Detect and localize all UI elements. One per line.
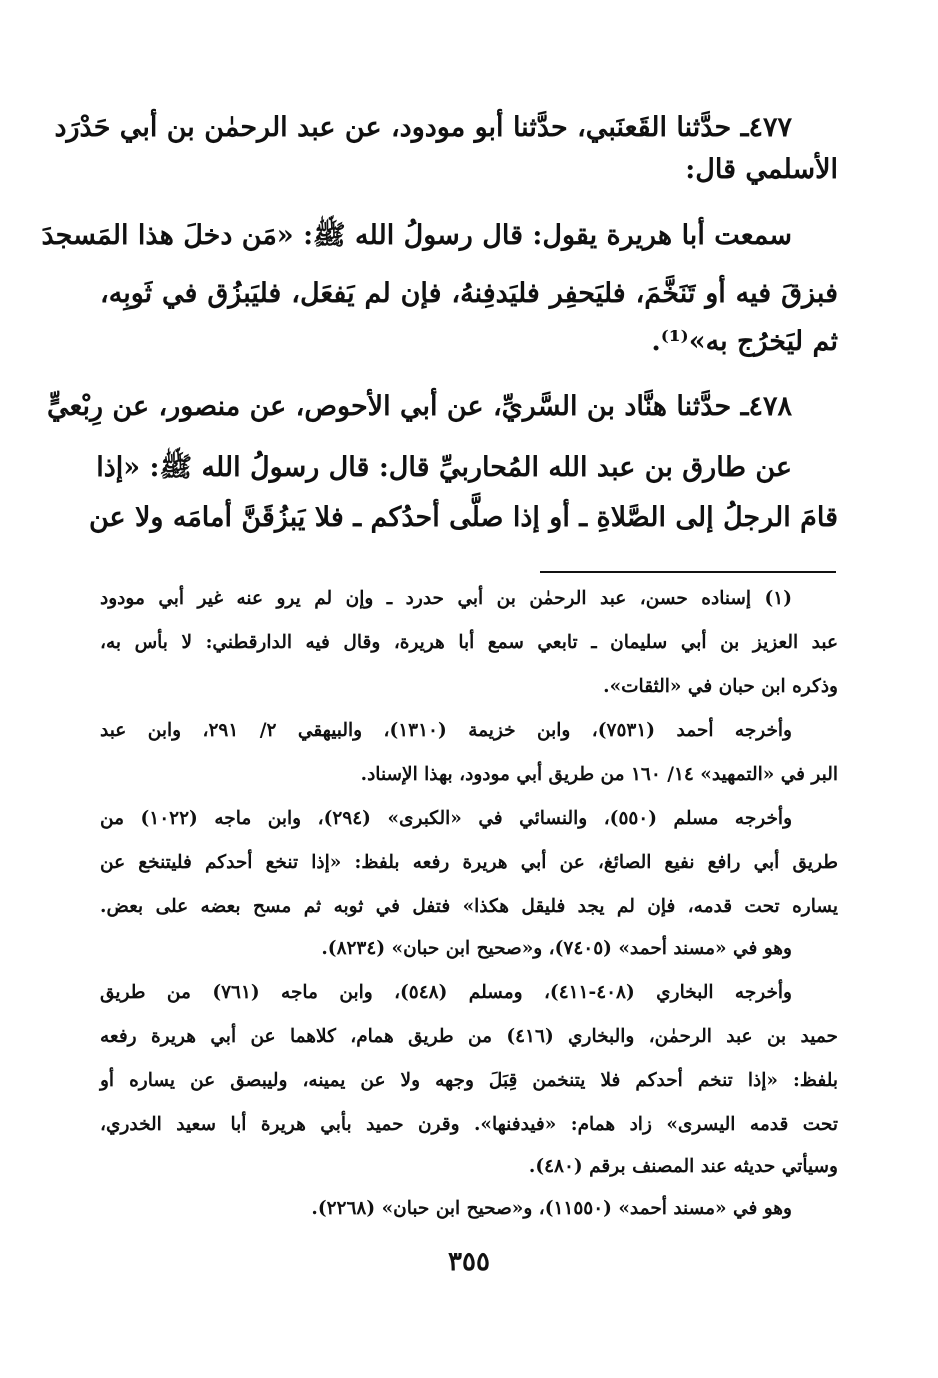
footnote-line-4: وأخرجه أحمد (٧٥٣١)، وابن خزيمة (١٣١٠)، والبيهقي ٢/ ٢٩١، وابن عبد xyxy=(100,720,792,741)
footnote-line-12: بلفظ: «إذا تنخم أحدكم فلا يتنخمن قِبَلَ وجهه ولا عن يمينه، وليبصق عن يساره أو xyxy=(100,1070,838,1091)
hadith-477-line-4: فبزقَ فيه أو تَنَخَّمَ، فليَحفِر فليَدفِنهُ، فإن لم يَفعَل، فليَبزُق في ثَوبِه، xyxy=(100,278,838,309)
footnote-line-9: وهو في «مسند أحمد» (٧٤٠٥)، و«صحيح ابن حبان» (٨٢٣٤). xyxy=(321,938,792,959)
hadith-478-line-2: عن طارق بن عبد الله المُحاربيِّ قال: قال رسولُ الله ﷺ: «إذا xyxy=(96,452,792,483)
hadith-478-line-3: قامَ الرجلُ إلى الصَّلاةِ ـ أو إذا صلَّى أحدُكم ـ فلا يَبزُقَنَّ أمامَه ولا عن xyxy=(88,502,838,533)
footnote-line-14: وسيأتي حديثه عند المصنف برقم (٤٨٠). xyxy=(528,1156,838,1177)
footnote-line-6: وأخرجه مسلم (٥٥٠)، والنسائي في «الكبرى» (٢٩٤)، وابن ماجه (١٠٢٢) من xyxy=(100,808,792,829)
hadith-478-line-1: ٤٧٨ـ حدَّثنا هنَّاد بن السَّريِّ، عن أبي الأحوص، عن منصور، عن رِبْعيٍّ xyxy=(46,391,792,422)
footnote-line-10: وأخرجه البخاري (٤٠٨-٤١١)، ومسلم (٥٤٨)، وابن ماجه (٧٦١) من طريق xyxy=(100,982,792,1003)
footnote-separator xyxy=(540,571,836,573)
hadith-477-line-1: ٤٧٧ـ حدَّثنا القَعنَبي، حدَّثنا أبو مودود، عن عبد الرحمٰن بن أبي حَدْرَد xyxy=(54,112,792,143)
footnote-line-3: وذكره ابن حبان في «الثقات». xyxy=(603,676,838,697)
footnote-line-8: يساره تحت قدمه، فإن لم يجد فليقل هكذا» فتفل في ثوبه ثم مسح بعضه على بعض. xyxy=(100,896,838,917)
page-number: ٣٥٥ xyxy=(448,1247,490,1277)
footnote-line-5: البر في «التمهيد» ١٤/ ١٦٠ من طريق أبي مودود، بهذا الإسناد. xyxy=(360,764,838,785)
footnote-line-7: طريق أبي رافع نفيع الصائغ، عن أبي هريرة رفعه بلفظ: «إذا تنخع أحدكم فليتنخع عن xyxy=(100,852,838,873)
hadith-477-line-3: سمعت أبا هريرة يقول: قال رسولُ الله ﷺ: «مَن دخلَ هذا المَسجدَ xyxy=(41,220,792,251)
hadith-477-line-5: ثم ليَخرُج به»⁽¹⁾. xyxy=(651,326,838,357)
footnote-line-1: (١) إسناده حسن، عبد الرحمٰن بن أبي حدرد ـ وإن لم يرو عنه غير أبي مودود xyxy=(100,588,792,609)
hadith-477-line-2: الأسلمي قال: xyxy=(685,154,838,185)
footnote-line-13: تحت قدمه اليسرى» زاد همام: «فيدفنها». وقرن حميد بأبي هريرة أبا سعيد الخدري، xyxy=(100,1114,838,1135)
footnote-line-11: حميد بن عبد الرحمٰن، والبخاري (٤١٦) من طريق همام، كلاهما عن أبي هريرة رفعه xyxy=(100,1026,838,1047)
footnote-line-2: عبد العزيز بن أبي سليمان ـ تابعي سمع أبا هريرة، وقال فيه الدارقطني: لا بأس به، xyxy=(100,632,838,653)
footnote-line-15: وهو في «مسند أحمد» (١١٥٥٠)، و«صحيح ابن حبان» (٢٢٦٨). xyxy=(311,1198,792,1219)
